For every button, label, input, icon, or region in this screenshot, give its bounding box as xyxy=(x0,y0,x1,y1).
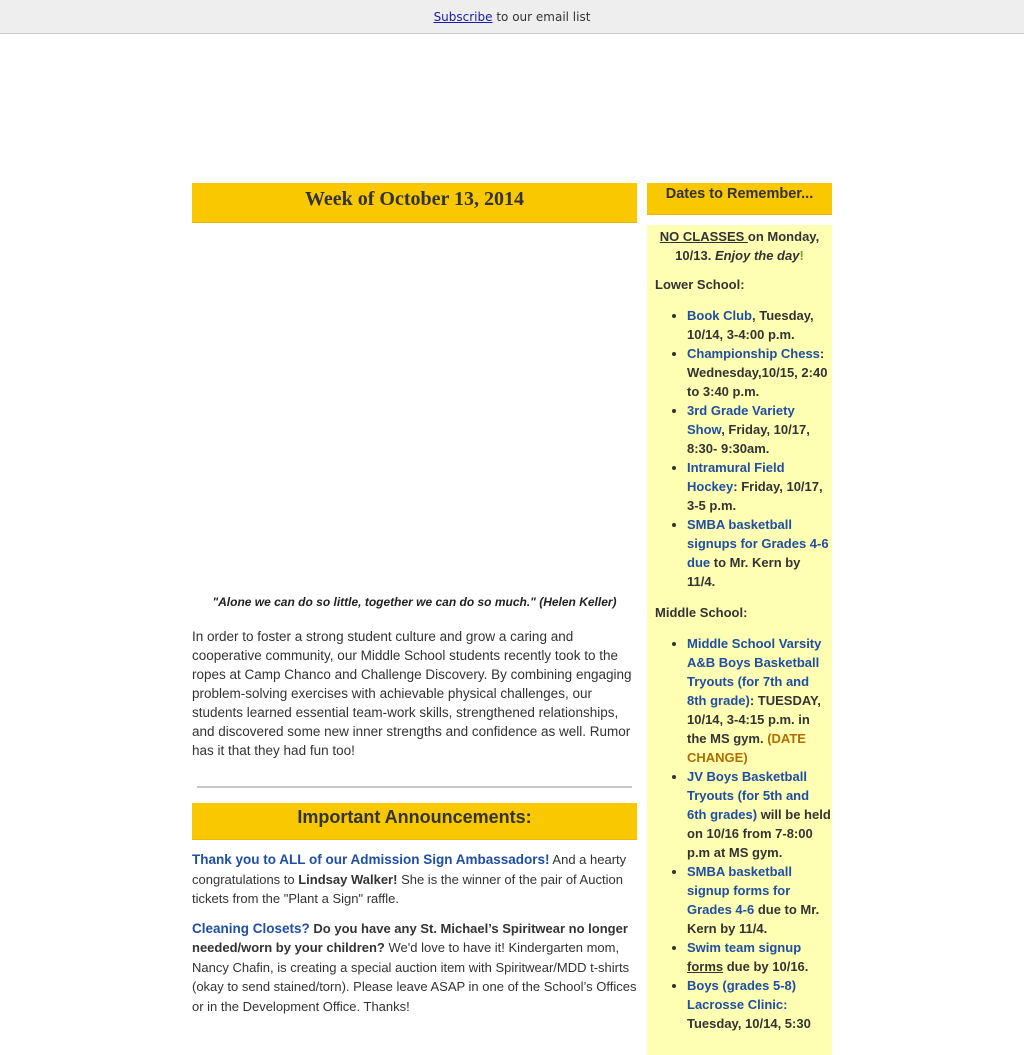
list-item: • Championship Chess: Wednesday,10/15, 2:40 to 3:40 p.m. xyxy=(687,344,832,401)
week-header xyxy=(192,183,637,223)
subscribe-bar xyxy=(0,0,1024,34)
list-item: • Swim team signup forms due by 10/16. xyxy=(687,938,832,976)
dates-title: Dates to Remember... xyxy=(665,186,814,202)
list-item: • Book Club, Tuesday, 10/14, 3-4:00 p.m. xyxy=(687,306,832,344)
no-classes-notice: NO CLASSES on Monday, 10/13. Enjoy the day! xyxy=(659,229,820,263)
dates-list xyxy=(647,225,832,1055)
middle-school-list xyxy=(647,634,832,1033)
dates-sidebar xyxy=(647,183,832,1055)
announcement-closets: Cleaning Closets? Do you have any St. Michael’s Spiritwear no longer needed/worn by your children? We'd love to have it! Kindergarten mom, Nancy Chafin, is creating a special auction item with Spiritwear/MDD t-shirts (okay to send stained/torn). Please leave ASAP in one of the School’s Offices or in the Development Office. Thanks! xyxy=(192,920,637,1014)
list-item: • Boys (grades 5-8) Lacrosse Clinic: Tuesday, 10/14, 5:30 xyxy=(687,976,832,1033)
book-club-link[interactable]: Book Club xyxy=(687,308,752,323)
lower-school-list xyxy=(647,306,832,591)
swim-signup-link[interactable]: Swim team signup xyxy=(687,940,802,955)
divider xyxy=(197,786,632,788)
middle-school-heading: Middle School: xyxy=(655,605,748,620)
ambassadors-link[interactable]: Thank you to ALL of our Admission Sign Ambassadors! xyxy=(192,852,550,867)
list-item: • JV Boys Basketball Tryouts (for 5th and 6th grades) will be held on 10/16 from 7-8:00 p.m at MS gym. xyxy=(687,767,832,862)
announcement-ambassadors: Thank you to ALL of our Admission Sign Ambassadors! And a hearty congratulations to Lindsay Walker! She is the winner of the pair of Auction tickets from the "Plant a Sign" raffle. xyxy=(192,852,627,906)
lower-school-heading: Lower School: xyxy=(655,277,745,292)
winner-name: Lindsay Walker! xyxy=(298,871,398,887)
smba-forms-link[interactable]: SMBA basketball signup forms for Grades 4-6 xyxy=(687,864,792,917)
dates-header xyxy=(647,183,832,215)
quote: "Alone we can do so little, together we can do so much." (Helen Keller) xyxy=(212,595,617,609)
chess-link[interactable]: Championship Chess xyxy=(687,346,820,361)
week-title: Week of October 13, 2014 xyxy=(304,188,525,210)
swim-forms-link[interactable]: forms xyxy=(687,959,724,974)
jv-tryouts-link[interactable]: JV Boys Basketball Tryouts (for 5th and 6th grades) xyxy=(687,769,810,822)
variety-show-link[interactable]: 3rd Grade Variety Show xyxy=(687,403,795,437)
list-item: • 3rd Grade Variety Show, Friday, 10/17, 8:30- 9:30am. xyxy=(687,401,832,458)
varsity-tryouts-link[interactable]: Middle School Varsity A&B Boys Basketball Tryouts (for 7th and 8th grade) xyxy=(687,636,822,708)
field-hockey-link[interactable]: Intramural Field Hockey xyxy=(687,460,785,494)
announcements-title: Important Announcements: xyxy=(297,807,532,827)
lacrosse-clinic-link[interactable]: Boys (grades 5-8) Lacrosse Clinic: xyxy=(687,978,797,1012)
announcements-header xyxy=(192,803,637,840)
list-item: • Middle School Varsity A&B Boys Basketball Tryouts (for 7th and 8th grade): TUESDAY, 10/14, 3-4:15 p.m. in the MS gym. (DATE CHANGE) xyxy=(687,634,832,767)
date-change-note: (DATE CHANGE) xyxy=(687,731,806,765)
subscribe-text: to our email list xyxy=(492,10,591,24)
feature-image-area xyxy=(192,223,637,595)
list-item: • Intramural Field Hockey: Friday, 10/17, 3-5 p.m. xyxy=(687,458,832,515)
list-item: • SMBA basketball signups for Grades 4-6 due to Mr. Kern by 11/4. xyxy=(687,515,832,591)
list-item: • SMBA basketball signup forms for Grades 4-6 due to Mr. Kern by 11/4. xyxy=(687,862,832,938)
cleaning-closets-link[interactable]: Cleaning Closets? xyxy=(192,920,310,936)
subscribe-link[interactable]: Subscribe xyxy=(433,10,493,24)
article-paragraph: In order to foster a strong student culture and grow a caring and cooperative community, our Middle School students recently took to the ropes at Camp Chanco and Challenge Discovery. By combining engaging problem-solving exercises with achievable physical challenges, our students learned essential team-work skills, strengthened relationships, and discovered some new inner strengths and confidence as well. Rumor has it that they had fun too! xyxy=(192,629,632,758)
main-column xyxy=(192,183,637,1016)
smba-signups-link[interactable]: SMBA basketball signups for Grades 4-6 due xyxy=(687,517,829,570)
